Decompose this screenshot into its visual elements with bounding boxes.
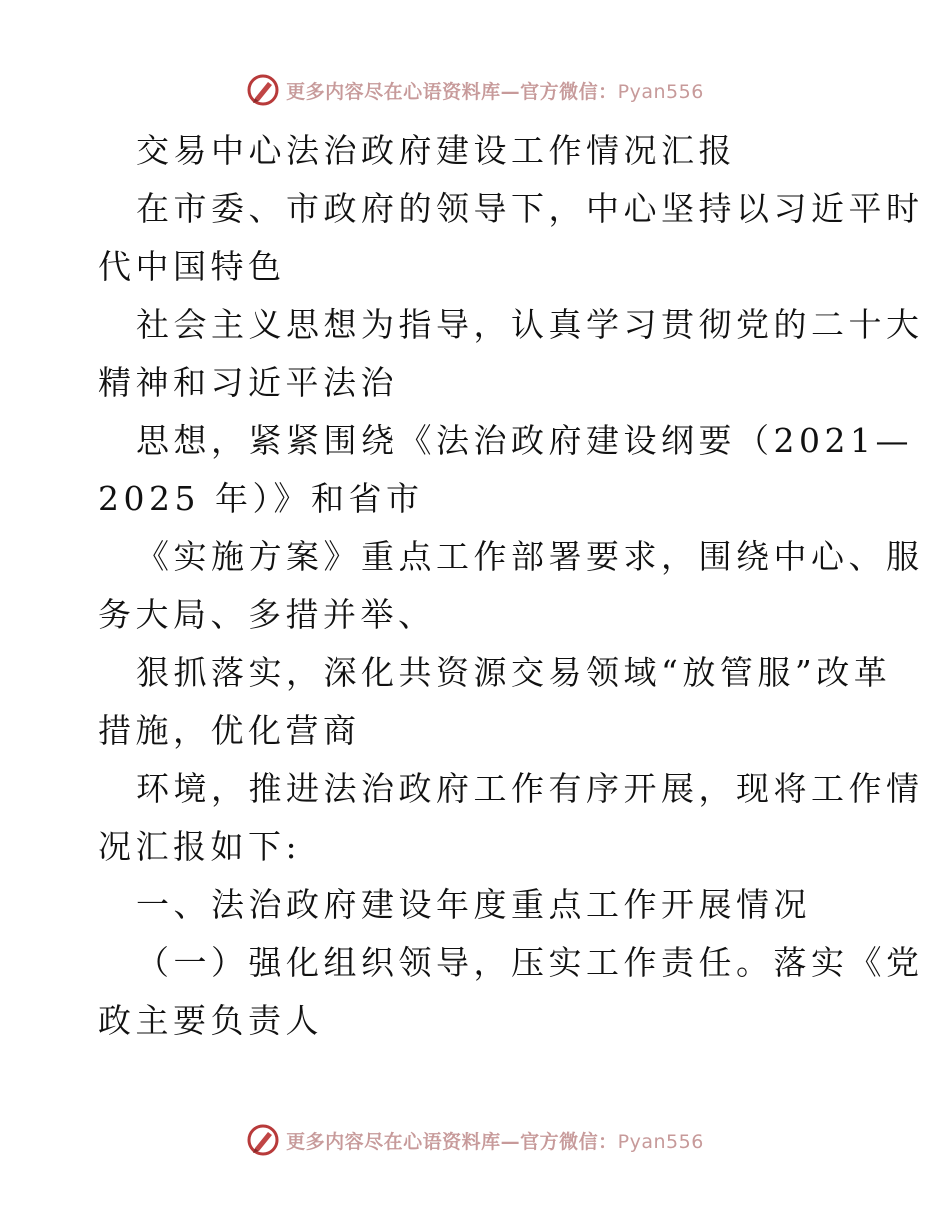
text-line: 环境，推进法治政府工作有序开展，现将工作情 — [136, 769, 924, 808]
footer-watermark — [0, 1120, 950, 1160]
pen-logo-icon — [246, 73, 280, 107]
text-line: 况汇报如下: — [98, 827, 302, 866]
text-line: 务大局、多措并举、 — [98, 595, 436, 634]
text-line: 狠抓落实，深化共资源交易领域“放管服”改革 — [136, 653, 892, 692]
text-line: 精神和习近平法治 — [98, 363, 398, 402]
text-line: 代中国特色 — [98, 247, 286, 286]
text-line: 措施，优化营商 — [98, 711, 361, 750]
text-line: 2025 年）》和省市 — [98, 479, 424, 518]
text-line: 一、法治政府建设年度重点工作开展情况 — [136, 885, 811, 924]
document-body — [98, 122, 924, 1050]
text-line: （一）强化组织领导，压实工作责任。落实《党 — [136, 943, 924, 982]
watermark-text: 更多内容尽在心语资料库—官方微信：Pyan556 — [286, 1130, 704, 1153]
watermark-text: 更多内容尽在心语资料库—官方微信：Pyan556 — [286, 80, 704, 103]
pen-logo-icon — [246, 1123, 280, 1157]
text-line: 思想，紧紧围绕《法治政府建设纲要（2021— — [136, 421, 913, 460]
header-watermark — [0, 70, 950, 110]
text-line: 交易中心法治政府建设工作情况汇报 — [136, 131, 736, 170]
text-line: 政主要负责人 — [98, 1001, 323, 1040]
text-line: 《实施方案》重点工作部署要求，围绕中心、服 — [136, 537, 924, 576]
text-line: 在市委、市政府的领导下，中心坚持以习近平时 — [136, 189, 924, 228]
text-line: 社会主义思想为指导，认真学习贯彻党的二十大 — [136, 305, 924, 344]
